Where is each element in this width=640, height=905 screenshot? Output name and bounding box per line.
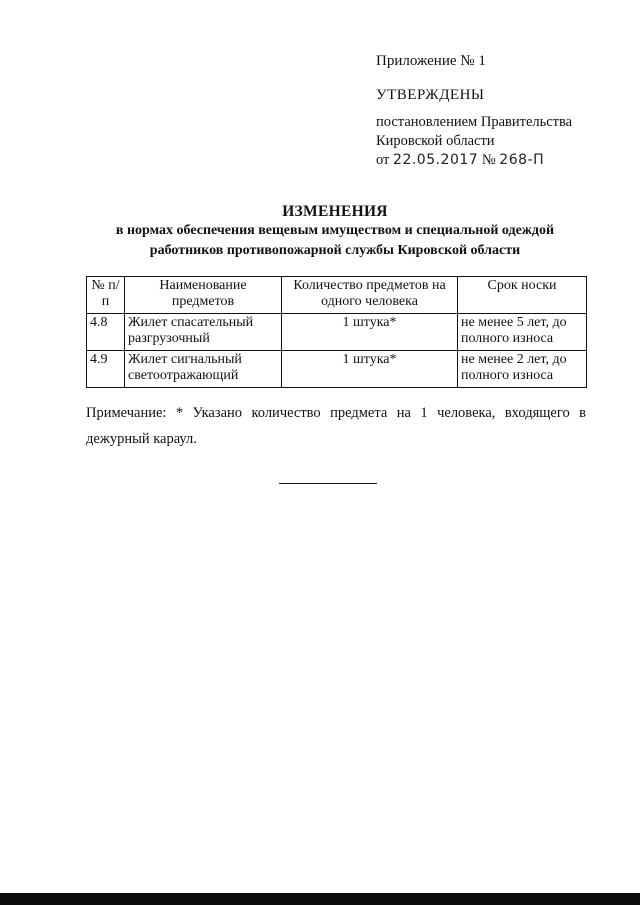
header-quantity: Количество предметов на одного человека [282, 277, 458, 314]
cell-item-name: Жилет сигнальный светоотражающий [125, 351, 282, 388]
cell-number: 4.9 [87, 351, 125, 388]
title-line-1: в нормах обеспечения вещевым имуществом и специальной одеждой [115, 223, 555, 238]
decree-number: 268-П [499, 152, 545, 168]
approved-label: УТВЕРЖДЕНЫ [376, 87, 485, 103]
decree-number-sign: № [478, 152, 500, 168]
table-header-row [87, 277, 587, 314]
header-number: № п/п [87, 277, 125, 314]
cell-wear-period: не менее 5 лет, до полного износа [458, 314, 587, 351]
table-row [87, 314, 587, 351]
appendix-label: Приложение № 1 [376, 53, 486, 69]
header-item-name: Наименование предметов [125, 277, 282, 314]
decree-line-2: Кировской области [376, 133, 495, 149]
decree-date-prefix: от [376, 152, 394, 168]
cell-quantity: 1 штука* [282, 351, 458, 388]
header-wear-period: Срок носки [458, 277, 587, 314]
cell-number: 4.8 [87, 314, 125, 351]
title-main: ИЗМЕНЕНИЯ [282, 203, 388, 220]
closing-divider [279, 483, 377, 484]
decree-line-1: постановлением Правительства [376, 114, 573, 130]
cell-item-name: Жилет спасательный разгрузочный [125, 314, 282, 351]
title-line-2: работников противопожарной службы Кировской области [149, 243, 521, 258]
table-row [87, 351, 587, 388]
decree-reference [376, 113, 572, 170]
decree-date: 22.05.2017 [393, 152, 479, 168]
decree-date-line [376, 151, 572, 170]
footnote: Примечание: * Указано количество предмета на 1 человека, входящего в дежурный караул. [86, 405, 586, 447]
document-title [60, 202, 610, 261]
cell-quantity: 1 штука* [282, 314, 458, 351]
cell-wear-period: не менее 2 лет, до полного износа [458, 351, 587, 388]
scan-edge-bar [0, 893, 640, 905]
norms-table [86, 276, 587, 388]
